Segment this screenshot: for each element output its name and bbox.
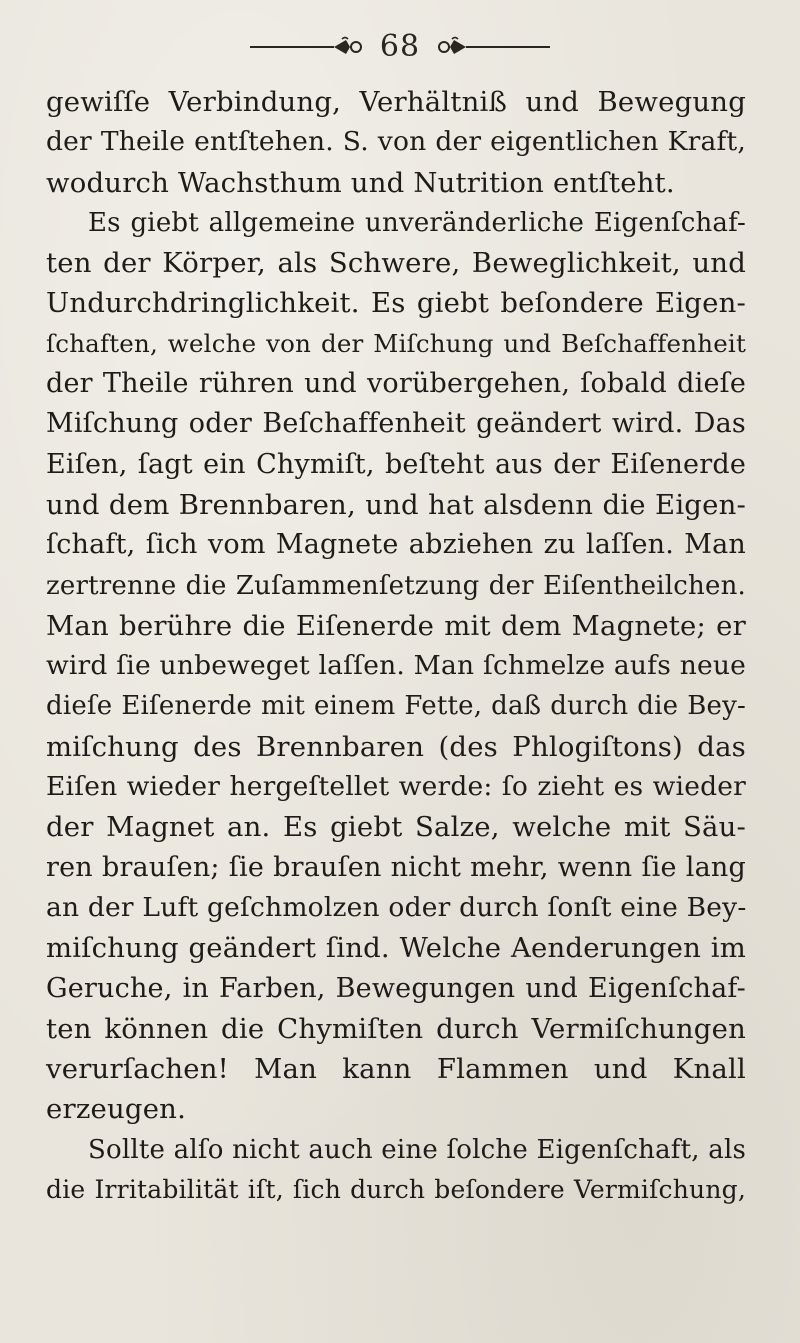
text-line: ſchaft, ſich vom Magnete abziehen zu laſſen. Man <box>46 529 746 561</box>
text-line: Undurchdringlichkeit. Es giebt beſondere Eigen- <box>46 287 746 320</box>
text-line: erzeugen. <box>46 1093 187 1126</box>
text-line: an der Luft geſchmolzen oder durch ſonſt eine Bey- <box>46 891 747 923</box>
text-line: miſchung geändert ſind. Welche Aenderungen im <box>46 932 746 965</box>
body-text <box>46 82 746 1210</box>
text-line: wodurch Wachsthum und Nutrition entſteht. <box>46 166 675 199</box>
text-line: und dem Brennbaren, und hat alsdenn die Eigen- <box>46 488 746 521</box>
text-line: miſchung des Brennbaren (des Phlogiſtons) das <box>46 730 746 763</box>
text-line: Sollte alſo nicht auch eine ſolche Eigenſchaft, als <box>88 1134 746 1165</box>
text-line: verurſachen! Man kann Flammen und Knall <box>46 1053 746 1086</box>
text-line: Es giebt allgemeine unveränderliche Eigenſchaf- <box>88 207 746 238</box>
text-line: der Magnet an. Es giebt Salze, welche mit Säu- <box>46 811 746 844</box>
text-line: dieſe Eiſenerde mit einem Fette, daß durch die Bey- <box>46 691 746 722</box>
text-line: gewiſſe Verbindung, Verhältniß und Bewegung <box>46 86 746 118</box>
text-line: Eiſen wieder hergeſtellet werde: ſo zieht es wieder <box>46 771 746 803</box>
text-line: der Theile rühren und vorübergehen, ſobald dieſe <box>46 368 746 400</box>
left-ornament-icon <box>246 36 366 58</box>
right-ornament-icon <box>434 36 554 58</box>
text-line: Miſchung oder Beſchaffenheit geändert wird. Das <box>46 408 746 440</box>
text-line: der Theile entſtehen. S. von der eigentlichen Kraft, <box>46 126 746 158</box>
page-number: 68 <box>379 29 421 64</box>
text-line: Eiſen, ſagt ein Chymiſt, beſteht aus der Eiſenerde <box>46 448 746 480</box>
text-line: ten der Körper, als Schwere, Beweglichkeit, und <box>46 247 746 280</box>
text-line: wird ſie unbeweget laſſen. Man ſchmelze aufs neue <box>46 650 746 682</box>
text-line: ren brauſen; ſie brauſen nicht mehr, wenn ſie lang <box>46 851 746 883</box>
text-line: Geruche, in Farben, Bewegungen und Eigenſchaf- <box>46 972 746 1004</box>
text-line: zertrenne die Zuſammenſetzung der Eiſentheilchen. <box>46 570 746 601</box>
text-line: die Irritabilität iſt, ſich durch beſondere Vermiſchung, <box>46 1175 746 1205</box>
text-line: ten können die Chymiſten durch Vermiſchungen <box>46 1012 746 1045</box>
text-line: ſchaften, welche von der Miſchung und Beſchaffenheit <box>46 328 746 358</box>
text-line: Man berühre die Eiſenerde mit dem Magnete; er <box>46 609 746 642</box>
page-header <box>0 22 800 72</box>
